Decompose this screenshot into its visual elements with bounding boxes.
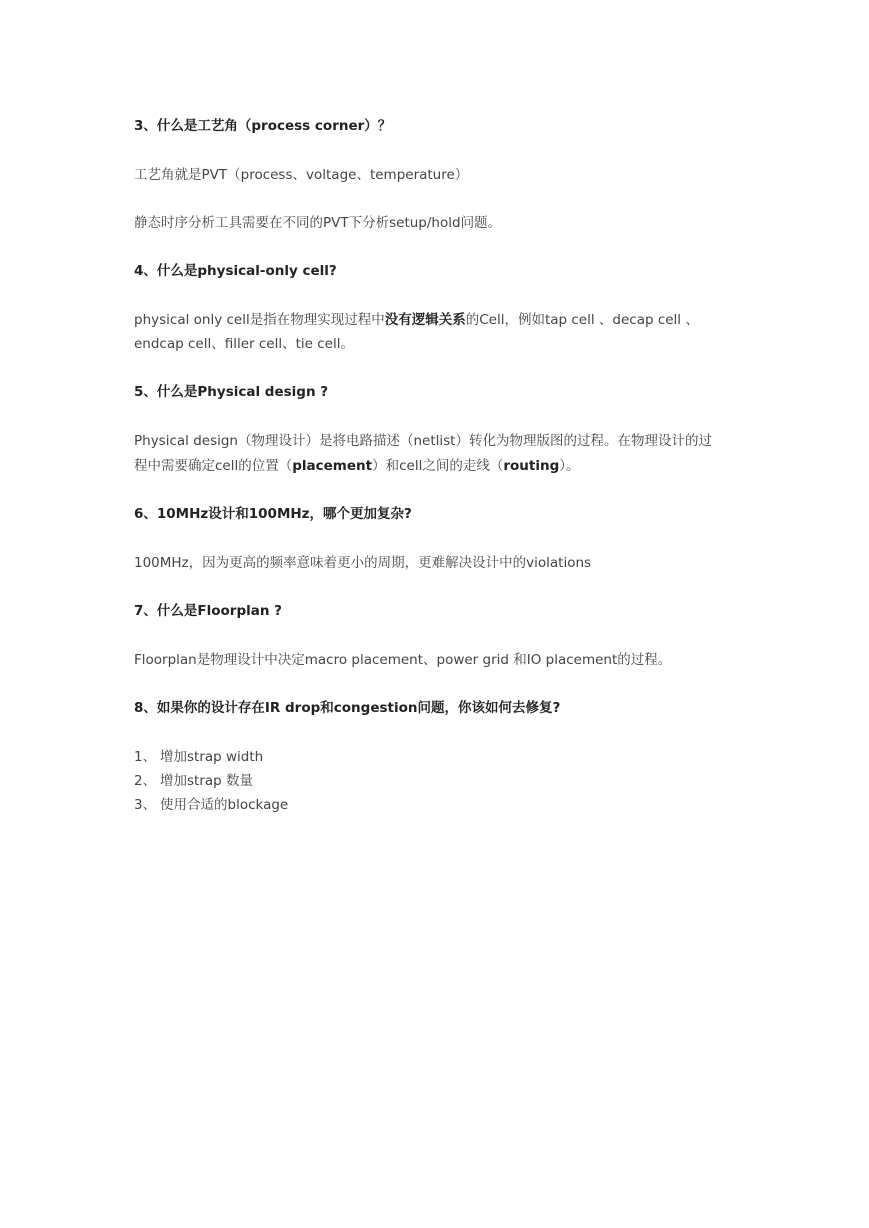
q4-answer-text-a: physical only cell是指在物理实现过程中 — [134, 312, 385, 328]
q6-answer: 100MHz，因为更高的频率意味着更小的周期，更难解决设计中的violations — [134, 555, 592, 571]
q5-answer-line-1: Physical design（物理设计）是将电路描述（netlist）转化为物理版图的过程。在物理设计的过 — [134, 433, 712, 449]
q5-answer-routing: routing — [503, 458, 560, 474]
q5-answer-text-b: ）和cell之间的走线（ — [372, 458, 504, 474]
q3-answer-1: 工艺角就是PVT（process、voltage、temperature） — [134, 167, 469, 183]
q3-answer-2: 静态时序分析工具需要在不同的PVT下分析setup/hold问题。 — [134, 215, 502, 231]
list-item-text: 使用合适的blockage — [160, 797, 289, 813]
q4-answer-bold: 没有逻辑关系 — [384, 312, 466, 328]
list-item-text: 增加strap 数量 — [160, 773, 254, 789]
q4-answer-line-1 — [134, 311, 699, 329]
q5-heading: 5、什么是Physical design ? — [134, 384, 329, 400]
q6-heading: 6、10MHz设计和100MHz，哪个更加复杂? — [134, 506, 412, 522]
q4-answer-line-2: endcap cell、filler cell、tie cell。 — [134, 336, 354, 352]
list-item-text: 增加strap width — [160, 749, 264, 765]
list-item-number: 3、 — [134, 797, 157, 813]
q8-heading: 8、如果你的设计存在IR drop和congestion问题，你该如何去修复? — [134, 700, 561, 716]
q5-answer-text-a: 程中需要确定cell的位置（ — [134, 458, 293, 474]
q5-answer-line-2 — [134, 457, 579, 475]
q7-answer: Floorplan是物理设计中决定macro placement、power grid 和IO placement的过程。 — [134, 652, 672, 668]
q5-answer-text-c: ）。 — [559, 458, 580, 474]
q4-answer-text-b: 的Cell，例如tap cell 、decap cell 、 — [465, 312, 699, 328]
q4-heading: 4、什么是physical-only cell? — [134, 263, 337, 279]
q3-heading: 3、什么是工艺角（process corner）？ — [134, 118, 392, 134]
q5-answer-placement: placement — [292, 458, 373, 474]
list-item — [134, 772, 253, 790]
list-item — [134, 796, 288, 814]
q7-heading: 7、什么是Floorplan ? — [134, 603, 282, 619]
list-item-number: 2、 — [134, 773, 157, 789]
list-item — [134, 748, 263, 766]
list-item-number: 1、 — [134, 749, 157, 765]
